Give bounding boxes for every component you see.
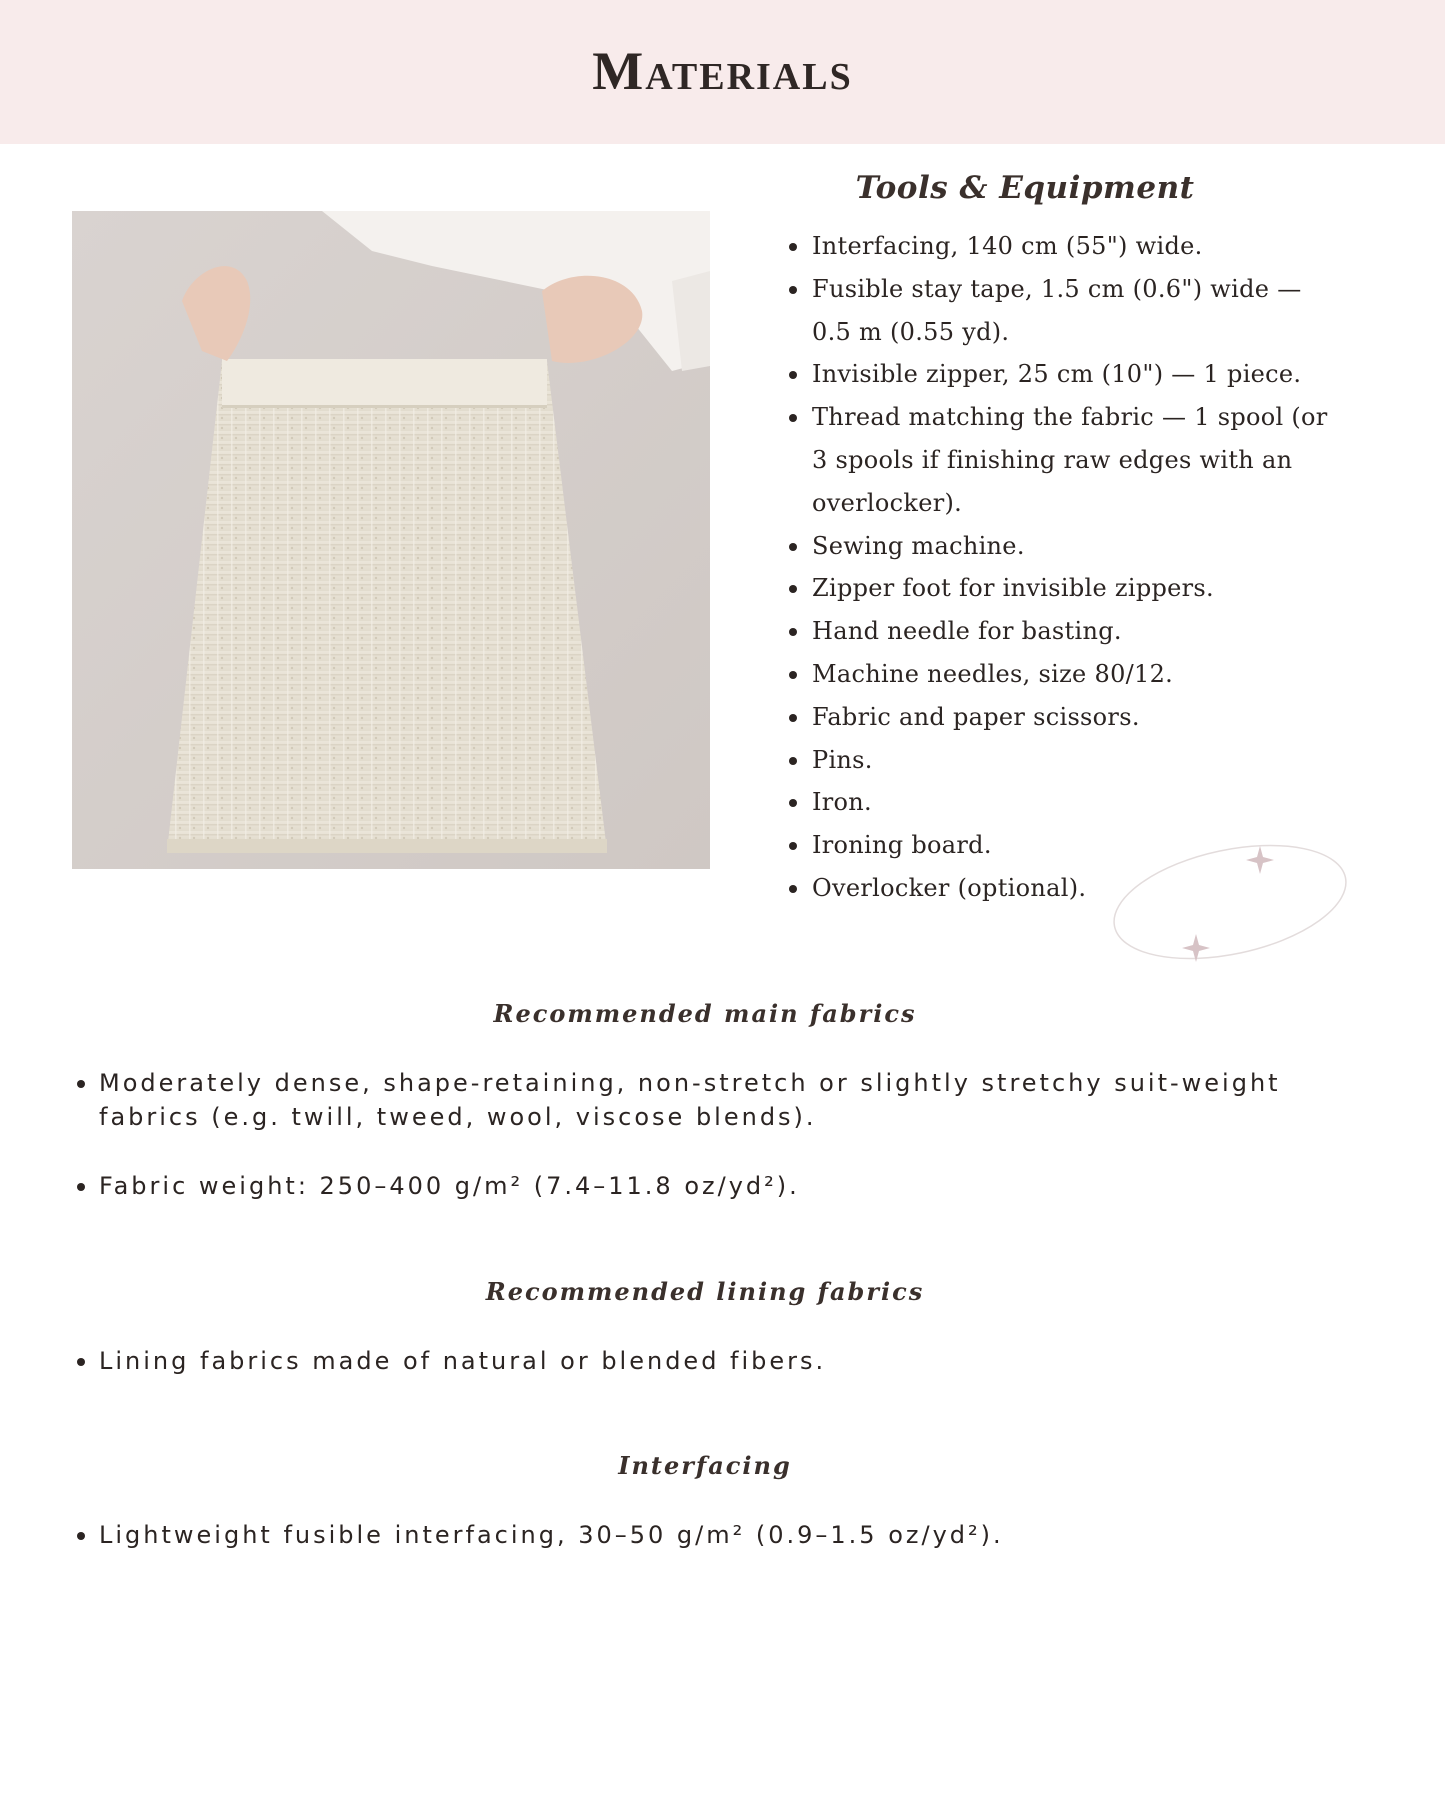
main-fabrics-heading: Recommended main fabrics bbox=[493, 999, 917, 1028]
interfacing-heading: Interfacing bbox=[618, 1451, 792, 1480]
page-title: Materials bbox=[592, 41, 853, 101]
list-item: Fabric and paper scissors. bbox=[812, 696, 1332, 739]
list-item: Ironing board. bbox=[812, 824, 1332, 867]
list-item: Invisible zipper, 25 cm (10") — 1 piece. bbox=[812, 353, 1332, 396]
list-item: Machine needles, size 80/12. bbox=[812, 653, 1332, 696]
list-item: Pins. bbox=[812, 739, 1332, 782]
list-item: Thread matching the fabric — 1 spool (or 3 spools if finishing raw edges with an overlocker). bbox=[812, 396, 1332, 524]
list-item: Overlocker (optional). bbox=[812, 867, 1332, 910]
list-item: Moderately dense, shape-retaining, non-stretch or slightly stretchy suit-weight fabrics (e.g. twill, tweed, wool, viscose blends). bbox=[99, 1066, 1369, 1134]
interfacing-list bbox=[99, 1518, 1369, 1552]
tools-heading: Tools & Equipment bbox=[855, 170, 1195, 206]
main-fabrics-list bbox=[99, 1066, 1369, 1203]
list-item: Fabric weight: 250–400 g/m² (7.4–11.8 oz/yd²). bbox=[99, 1169, 1369, 1203]
skirt-illustration bbox=[72, 211, 710, 869]
lining-fabrics-heading: Recommended lining fabrics bbox=[485, 1277, 925, 1306]
list-item: Hand needle for basting. bbox=[812, 610, 1332, 653]
list-item: Lining fabrics made of natural or blended fibers. bbox=[99, 1344, 1369, 1378]
skirt-photo bbox=[72, 211, 710, 869]
list-item: Sewing machine. bbox=[812, 525, 1332, 568]
list-item: Fusible stay tape, 1.5 cm (0.6") wide — 0.5 m (0.55 yd). bbox=[812, 268, 1332, 354]
list-item: Iron. bbox=[812, 781, 1332, 824]
lining-fabrics-list bbox=[99, 1344, 1369, 1378]
list-item: Interfacing, 140 cm (55") wide. bbox=[812, 225, 1332, 268]
tools-list bbox=[812, 225, 1332, 910]
decorative-ring-icon bbox=[1110, 830, 1350, 970]
list-item: Zipper foot for invisible zippers. bbox=[812, 567, 1332, 610]
list-item: Lightweight fusible interfacing, 30–50 g/m² (0.9–1.5 oz/yd²). bbox=[99, 1518, 1369, 1552]
